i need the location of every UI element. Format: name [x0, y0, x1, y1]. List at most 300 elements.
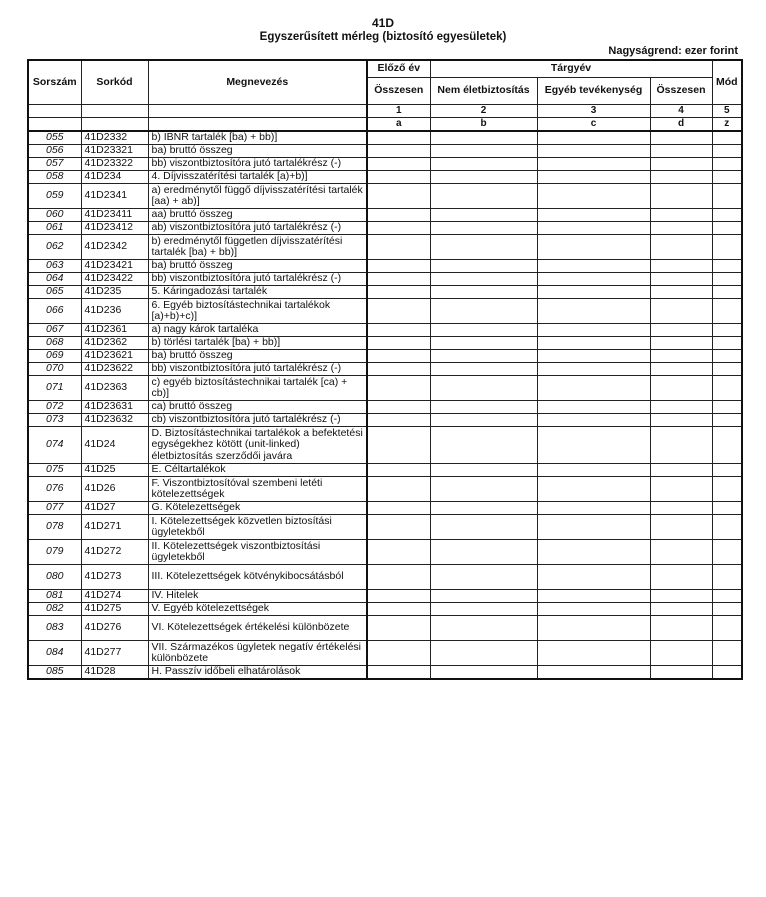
value-cell-osszesen[interactable] — [650, 286, 712, 299]
value-cell-elozo-osszesen[interactable] — [367, 540, 430, 565]
row-sorszam: 075 — [28, 464, 81, 477]
value-cell-nem-elet[interactable] — [430, 616, 537, 641]
row-sorkod: 41D23412 — [81, 222, 148, 235]
value-cell-mod[interactable] — [712, 590, 742, 603]
row-sorszam: 073 — [28, 414, 81, 427]
row-sorszam: 071 — [28, 376, 81, 401]
row-megnevezes: G. Kötelezettségek — [148, 502, 367, 515]
value-cell-osszesen[interactable] — [650, 477, 712, 502]
value-cell-osszesen[interactable] — [650, 616, 712, 641]
value-cell-mod[interactable] — [712, 158, 742, 171]
row-sorkod: 41D276 — [81, 616, 148, 641]
value-cell-elozo-osszesen[interactable] — [367, 131, 430, 145]
header-elozo-ev: Előző év — [367, 60, 430, 78]
value-cell-mod[interactable] — [712, 565, 742, 590]
value-cell-elozo-osszesen[interactable] — [367, 565, 430, 590]
row-megnevezes: b) törlési tartalék [ba) + bb)] — [148, 337, 367, 350]
value-cell-egyeb[interactable] — [537, 350, 650, 363]
table-row — [28, 427, 742, 464]
value-cell-elozo-osszesen[interactable] — [367, 260, 430, 273]
header-sorkod: Sorkód — [81, 60, 148, 105]
value-cell-nem-elet[interactable] — [430, 590, 537, 603]
row-sorkod: 41D2363 — [81, 376, 148, 401]
value-cell-osszesen[interactable] — [650, 350, 712, 363]
row-sorszam: 067 — [28, 324, 81, 337]
table-row — [28, 273, 742, 286]
row-megnevezes: bb) viszontbiztosítóra jutó tartalékrész (-) — [148, 273, 367, 286]
table-row — [28, 299, 742, 324]
row-megnevezes: ba) bruttó összeg — [148, 260, 367, 273]
value-cell-mod[interactable] — [712, 401, 742, 414]
value-cell-elozo-osszesen[interactable] — [367, 414, 430, 427]
value-cell-elozo-osszesen[interactable] — [367, 641, 430, 666]
row-sorszam: 065 — [28, 286, 81, 299]
value-cell-egyeb[interactable] — [537, 184, 650, 209]
value-cell-nem-elet[interactable] — [430, 427, 537, 464]
value-cell-nem-elet[interactable] — [430, 158, 537, 171]
value-cell-mod[interactable] — [712, 414, 742, 427]
value-cell-elozo-osszesen[interactable] — [367, 616, 430, 641]
row-sorkod: 41D273 — [81, 565, 148, 590]
value-cell-elozo-osszesen[interactable] — [367, 502, 430, 515]
value-cell-egyeb[interactable] — [537, 260, 650, 273]
value-cell-elozo-osszesen[interactable] — [367, 324, 430, 337]
row-sorkod: 41D271 — [81, 515, 148, 540]
col-letter: a — [367, 118, 430, 132]
value-cell-egyeb[interactable] — [537, 145, 650, 158]
row-megnevezes: F. Viszontbiztosítóval szembeni letéti kötelezettségek — [148, 477, 367, 502]
value-cell-mod[interactable] — [712, 540, 742, 565]
row-sorszam: 081 — [28, 590, 81, 603]
value-cell-egyeb[interactable] — [537, 286, 650, 299]
value-cell-egyeb[interactable] — [537, 502, 650, 515]
table-row — [28, 616, 742, 641]
value-cell-egyeb[interactable] — [537, 515, 650, 540]
row-sorszam: 058 — [28, 171, 81, 184]
value-cell-nem-elet[interactable] — [430, 565, 537, 590]
value-cell-elozo-osszesen[interactable] — [367, 376, 430, 401]
row-megnevezes: D. Biztosítástechnikai tartalékok a befektetési egységekhez kötött (unit-linked) életbiztosítás szerződői javára — [148, 427, 367, 464]
value-cell-elozo-osszesen[interactable] — [367, 235, 430, 260]
value-cell-elozo-osszesen[interactable] — [367, 222, 430, 235]
value-cell-osszesen[interactable] — [650, 376, 712, 401]
col-letter: b — [430, 118, 537, 132]
value-cell-mod[interactable] — [712, 376, 742, 401]
row-sorkod: 41D27 — [81, 502, 148, 515]
row-sorszam: 055 — [28, 131, 81, 145]
value-cell-mod[interactable] — [712, 427, 742, 464]
value-cell-elozo-osszesen[interactable] — [367, 515, 430, 540]
row-sorkod: 41D24 — [81, 427, 148, 464]
header-targyev: Tárgyév — [430, 60, 712, 78]
row-sorszam: 066 — [28, 299, 81, 324]
value-cell-nem-elet[interactable] — [430, 603, 537, 616]
value-cell-egyeb[interactable] — [537, 641, 650, 666]
value-cell-mod[interactable] — [712, 337, 742, 350]
value-cell-osszesen[interactable] — [650, 222, 712, 235]
row-sorkod: 41D23322 — [81, 158, 148, 171]
value-cell-mod[interactable] — [712, 235, 742, 260]
row-sorszam: 074 — [28, 427, 81, 464]
value-cell-nem-elet[interactable] — [430, 414, 537, 427]
unit-note: Nagyságrend: ezer forint — [608, 45, 738, 57]
value-cell-egyeb[interactable] — [537, 464, 650, 477]
row-sorkod: 41D2341 — [81, 184, 148, 209]
value-cell-osszesen[interactable] — [650, 337, 712, 350]
row-sorkod: 41D236 — [81, 299, 148, 324]
row-megnevezes: V. Egyéb kötelezettségek — [148, 603, 367, 616]
table-row — [28, 350, 742, 363]
value-cell-nem-elet[interactable] — [430, 171, 537, 184]
table-row — [28, 666, 742, 680]
value-cell-mod[interactable] — [712, 515, 742, 540]
value-cell-elozo-osszesen[interactable] — [367, 427, 430, 464]
balance-sheet-table — [27, 59, 743, 680]
value-cell-osszesen[interactable] — [650, 401, 712, 414]
value-cell-nem-elet[interactable] — [430, 515, 537, 540]
value-cell-elozo-osszesen[interactable] — [367, 286, 430, 299]
row-sorszam: 060 — [28, 209, 81, 222]
value-cell-nem-elet[interactable] — [430, 477, 537, 502]
value-cell-nem-elet[interactable] — [430, 131, 537, 145]
row-megnevezes: III. Kötelezettségek kötvénykibocsátásból — [148, 565, 367, 590]
row-sorkod: 41D2361 — [81, 324, 148, 337]
value-cell-nem-elet[interactable] — [430, 260, 537, 273]
value-cell-mod[interactable] — [712, 222, 742, 235]
row-megnevezes: a) nagy károk tartaléka — [148, 324, 367, 337]
value-cell-mod[interactable] — [712, 616, 742, 641]
row-sorkod: 41D275 — [81, 603, 148, 616]
table-row — [28, 590, 742, 603]
row-sorszam: 085 — [28, 666, 81, 680]
value-cell-mod[interactable] — [712, 145, 742, 158]
header-sorszam: Sorszám — [28, 60, 81, 105]
row-sorkod: 41D23621 — [81, 350, 148, 363]
row-sorszam: 068 — [28, 337, 81, 350]
table-row — [28, 565, 742, 590]
row-megnevezes: ca) bruttó összeg — [148, 401, 367, 414]
value-cell-mod[interactable] — [712, 363, 742, 376]
row-sorszam: 072 — [28, 401, 81, 414]
col-number: 4 — [650, 105, 712, 118]
row-megnevezes: 4. Díjvisszatérítési tartalék [a)+b)] — [148, 171, 367, 184]
value-cell-elozo-osszesen[interactable] — [367, 666, 430, 680]
value-cell-nem-elet[interactable] — [430, 363, 537, 376]
value-cell-osszesen[interactable] — [650, 260, 712, 273]
row-sorszam: 080 — [28, 565, 81, 590]
value-cell-nem-elet[interactable] — [430, 286, 537, 299]
row-megnevezes: VII. Származékos ügyletek negatív értékelési különbözete — [148, 641, 367, 666]
table-row — [28, 337, 742, 350]
table-row — [28, 171, 742, 184]
table-row — [28, 603, 742, 616]
value-cell-nem-elet[interactable] — [430, 540, 537, 565]
value-cell-egyeb[interactable] — [537, 401, 650, 414]
row-megnevezes: I. Kötelezettségek közvetlen biztosítási ügyletekből — [148, 515, 367, 540]
col-letter: c — [537, 118, 650, 132]
value-cell-osszesen[interactable] — [650, 414, 712, 427]
value-cell-egyeb[interactable] — [537, 299, 650, 324]
value-cell-nem-elet[interactable] — [430, 464, 537, 477]
row-megnevezes: IV. Hitelek — [148, 590, 367, 603]
row-sorkod: 41D23422 — [81, 273, 148, 286]
value-cell-egyeb[interactable] — [537, 171, 650, 184]
table-row — [28, 464, 742, 477]
row-megnevezes: H. Passzív időbeli elhatárolások — [148, 666, 367, 680]
value-cell-mod[interactable] — [712, 603, 742, 616]
value-cell-mod[interactable] — [712, 131, 742, 145]
value-cell-mod[interactable] — [712, 171, 742, 184]
value-cell-elozo-osszesen[interactable] — [367, 158, 430, 171]
value-cell-nem-elet[interactable] — [430, 145, 537, 158]
value-cell-elozo-osszesen[interactable] — [367, 401, 430, 414]
value-cell-mod[interactable] — [712, 350, 742, 363]
value-cell-elozo-osszesen[interactable] — [367, 464, 430, 477]
value-cell-egyeb[interactable] — [537, 235, 650, 260]
row-sorszam: 069 — [28, 350, 81, 363]
row-megnevezes: bb) viszontbiztosítóra jutó tartalékrész (-) — [148, 363, 367, 376]
row-sorkod: 41D28 — [81, 666, 148, 680]
row-sorkod: 41D2332 — [81, 131, 148, 145]
value-cell-elozo-osszesen[interactable] — [367, 363, 430, 376]
row-sorszam: 084 — [28, 641, 81, 666]
value-cell-egyeb[interactable] — [537, 131, 650, 145]
row-megnevezes: b) eredménytől független díjvisszatérítési tartalék [ba) + bb)] — [148, 235, 367, 260]
value-cell-osszesen[interactable] — [650, 158, 712, 171]
header-nem-eletbiztositas: Nem életbiztosítás — [430, 78, 537, 105]
row-sorkod: 41D23632 — [81, 414, 148, 427]
value-cell-mod[interactable] — [712, 260, 742, 273]
table-row — [28, 222, 742, 235]
col-number: 1 — [367, 105, 430, 118]
row-sorszam: 056 — [28, 145, 81, 158]
value-cell-osszesen[interactable] — [650, 145, 712, 158]
value-cell-osszesen[interactable] — [650, 540, 712, 565]
value-cell-osszesen[interactable] — [650, 502, 712, 515]
value-cell-egyeb[interactable] — [537, 324, 650, 337]
value-cell-osszesen[interactable] — [650, 171, 712, 184]
row-sorkod: 41D234 — [81, 171, 148, 184]
row-megnevezes: 6. Egyéb biztosítástechnikai tartalékok [a)+b)+c)] — [148, 299, 367, 324]
row-sorkod: 41D277 — [81, 641, 148, 666]
table-row — [28, 641, 742, 666]
value-cell-nem-elet[interactable] — [430, 350, 537, 363]
value-cell-nem-elet[interactable] — [430, 641, 537, 666]
row-sorkod: 41D274 — [81, 590, 148, 603]
value-cell-nem-elet[interactable] — [430, 235, 537, 260]
value-cell-osszesen[interactable] — [650, 590, 712, 603]
value-cell-elozo-osszesen[interactable] — [367, 171, 430, 184]
value-cell-osszesen[interactable] — [650, 565, 712, 590]
value-cell-mod[interactable] — [712, 666, 742, 680]
table-row — [28, 158, 742, 171]
value-cell-elozo-osszesen[interactable] — [367, 477, 430, 502]
value-cell-nem-elet[interactable] — [430, 299, 537, 324]
table-row — [28, 235, 742, 260]
value-cell-osszesen[interactable] — [650, 299, 712, 324]
row-sorkod: 41D2342 — [81, 235, 148, 260]
table-row — [28, 477, 742, 502]
value-cell-egyeb[interactable] — [537, 222, 650, 235]
row-sorszam: 079 — [28, 540, 81, 565]
value-cell-osszesen[interactable] — [650, 235, 712, 260]
value-cell-egyeb[interactable] — [537, 363, 650, 376]
value-cell-osszesen[interactable] — [650, 184, 712, 209]
row-megnevezes: a) eredménytől függő díjvisszatérítési tartalék [aa) + ab)] — [148, 184, 367, 209]
table-row — [28, 414, 742, 427]
value-cell-egyeb[interactable] — [537, 158, 650, 171]
row-sorszam: 057 — [28, 158, 81, 171]
value-cell-osszesen[interactable] — [650, 273, 712, 286]
row-megnevezes: ba) bruttó összeg — [148, 145, 367, 158]
row-sorszam: 076 — [28, 477, 81, 502]
value-cell-mod[interactable] — [712, 273, 742, 286]
value-cell-elozo-osszesen[interactable] — [367, 299, 430, 324]
row-sorkod: 41D23411 — [81, 209, 148, 222]
value-cell-mod[interactable] — [712, 324, 742, 337]
value-cell-nem-elet[interactable] — [430, 401, 537, 414]
value-cell-mod[interactable] — [712, 184, 742, 209]
value-cell-nem-elet[interactable] — [430, 222, 537, 235]
table-row — [28, 363, 742, 376]
table-row — [28, 502, 742, 515]
form-code: 41D — [371, 16, 394, 30]
col-letter: d — [650, 118, 712, 132]
header-osszesen-prev: Összesen — [367, 78, 430, 105]
value-cell-elozo-osszesen[interactable] — [367, 273, 430, 286]
row-sorkod: 41D235 — [81, 286, 148, 299]
row-sorkod: 41D25 — [81, 464, 148, 477]
row-megnevezes: E. Céltartalékok — [148, 464, 367, 477]
row-sorszam: 082 — [28, 603, 81, 616]
value-cell-egyeb[interactable] — [537, 376, 650, 401]
row-sorkod: 41D2362 — [81, 337, 148, 350]
value-cell-egyeb[interactable] — [537, 427, 650, 464]
value-cell-elozo-osszesen[interactable] — [367, 337, 430, 350]
table-row — [28, 401, 742, 414]
table-row — [28, 131, 742, 145]
row-sorszam: 064 — [28, 273, 81, 286]
table-row — [28, 209, 742, 222]
value-cell-egyeb[interactable] — [537, 590, 650, 603]
row-sorszam: 077 — [28, 502, 81, 515]
table-row — [28, 540, 742, 565]
row-megnevezes: ba) bruttó összeg — [148, 350, 367, 363]
value-cell-elozo-osszesen[interactable] — [367, 184, 430, 209]
row-megnevezes: II. Kötelezettségek viszontbiztosítási ügyletekből — [148, 540, 367, 565]
value-cell-mod[interactable] — [712, 464, 742, 477]
value-cell-mod[interactable] — [712, 641, 742, 666]
value-cell-osszesen[interactable] — [650, 209, 712, 222]
row-sorszam: 059 — [28, 184, 81, 209]
row-sorszam: 078 — [28, 515, 81, 540]
header-megnevezes: Megnevezés — [148, 60, 367, 105]
row-sorkod: 41D23622 — [81, 363, 148, 376]
row-sorkod: 41D272 — [81, 540, 148, 565]
value-cell-mod[interactable] — [712, 286, 742, 299]
row-megnevezes: VI. Kötelezettségek értékelési különbözete — [148, 616, 367, 641]
value-cell-egyeb[interactable] — [537, 414, 650, 427]
row-sorszam: 070 — [28, 363, 81, 376]
row-megnevezes: ab) viszontbiztosítóra jutó tartalékrész (-) — [148, 222, 367, 235]
value-cell-osszesen[interactable] — [650, 666, 712, 680]
value-cell-elozo-osszesen[interactable] — [367, 145, 430, 158]
table-row — [28, 324, 742, 337]
row-megnevezes: aa) bruttó összeg — [148, 209, 367, 222]
col-number: 3 — [537, 105, 650, 118]
value-cell-nem-elet[interactable] — [430, 324, 537, 337]
table-row — [28, 260, 742, 273]
row-sorszam: 062 — [28, 235, 81, 260]
value-cell-osszesen[interactable] — [650, 427, 712, 464]
value-cell-egyeb[interactable] — [537, 666, 650, 680]
value-cell-osszesen[interactable] — [650, 131, 712, 145]
row-sorkod: 41D23631 — [81, 401, 148, 414]
value-cell-elozo-osszesen[interactable] — [367, 209, 430, 222]
row-megnevezes: c) egyéb biztosítástechnikai tartalék [ca) + cb)] — [148, 376, 367, 401]
table-row — [28, 515, 742, 540]
col-number: 2 — [430, 105, 537, 118]
value-cell-osszesen[interactable] — [650, 515, 712, 540]
row-megnevezes: b) IBNR tartalék [ba) + bb)] — [148, 131, 367, 145]
col-letter: z — [712, 118, 742, 132]
value-cell-osszesen[interactable] — [650, 464, 712, 477]
value-cell-nem-elet[interactable] — [430, 184, 537, 209]
table-body — [28, 131, 742, 679]
value-cell-osszesen[interactable] — [650, 603, 712, 616]
col-number: 5 — [712, 105, 742, 118]
value-cell-elozo-osszesen[interactable] — [367, 350, 430, 363]
table-row — [28, 376, 742, 401]
value-cell-egyeb[interactable] — [537, 540, 650, 565]
header-mod: Mód — [712, 60, 742, 105]
row-sorszam: 063 — [28, 260, 81, 273]
table-row — [28, 286, 742, 299]
row-sorszam: 083 — [28, 616, 81, 641]
value-cell-egyeb[interactable] — [537, 616, 650, 641]
value-cell-egyeb[interactable] — [537, 565, 650, 590]
value-cell-osszesen[interactable] — [650, 641, 712, 666]
value-cell-egyeb[interactable] — [537, 273, 650, 286]
row-sorkod: 41D23421 — [81, 260, 148, 273]
value-cell-nem-elet[interactable] — [430, 666, 537, 680]
value-cell-elozo-osszesen[interactable] — [367, 603, 430, 616]
value-cell-egyeb[interactable] — [537, 209, 650, 222]
row-megnevezes: cb) viszontbiztosítóra jutó tartalékrész (-) — [148, 414, 367, 427]
value-cell-osszesen[interactable] — [650, 324, 712, 337]
value-cell-egyeb[interactable] — [537, 477, 650, 502]
header-egyeb-tevekenyseg: Egyéb tevékenység — [537, 78, 650, 105]
value-cell-egyeb[interactable] — [537, 337, 650, 350]
value-cell-mod[interactable] — [712, 209, 742, 222]
row-sorszam: 061 — [28, 222, 81, 235]
value-cell-osszesen[interactable] — [650, 363, 712, 376]
value-cell-nem-elet[interactable] — [430, 337, 537, 350]
value-cell-egyeb[interactable] — [537, 603, 650, 616]
value-cell-mod[interactable] — [712, 299, 742, 324]
value-cell-mod[interactable] — [712, 502, 742, 515]
value-cell-mod[interactable] — [712, 477, 742, 502]
value-cell-elozo-osszesen[interactable] — [367, 590, 430, 603]
value-cell-nem-elet[interactable] — [430, 273, 537, 286]
row-megnevezes: 5. Káringadozási tartalék — [148, 286, 367, 299]
table-row — [28, 184, 742, 209]
value-cell-nem-elet[interactable] — [430, 502, 537, 515]
table-row — [28, 145, 742, 158]
value-cell-nem-elet[interactable] — [430, 376, 537, 401]
row-megnevezes: bb) viszontbiztosítóra jutó tartalékrész (-) — [148, 158, 367, 171]
value-cell-nem-elet[interactable] — [430, 209, 537, 222]
